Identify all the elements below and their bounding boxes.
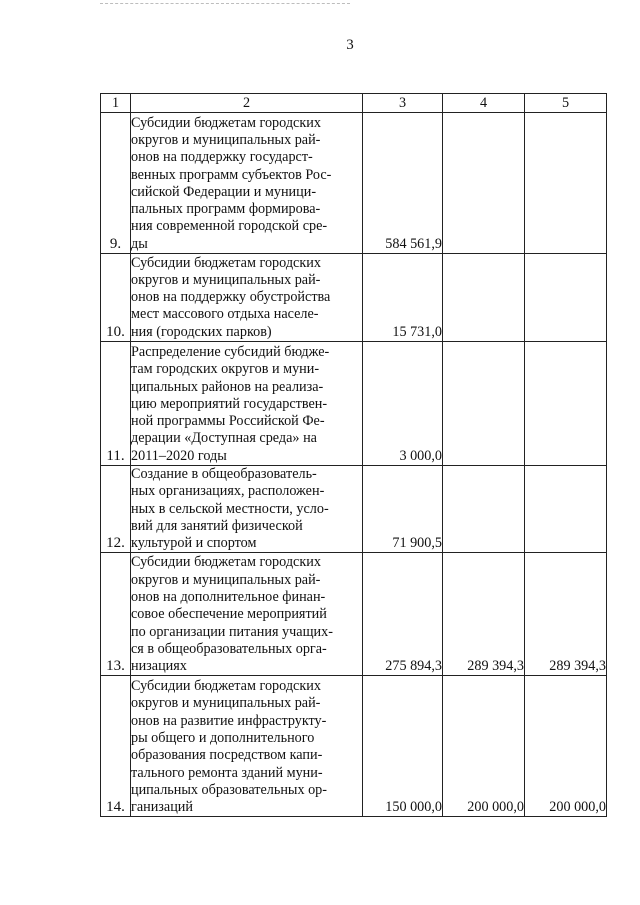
- row-value-col3: 584 561,9: [363, 113, 443, 254]
- row-description: Субсидии бюджетам городских округов и муниципальных рай- онов на дополнительное финан- совое обеспечение мероприятий по организации питания учащих- ся в общеобразовательных орга- низациях: [131, 553, 363, 676]
- row-number: 11.: [101, 342, 131, 466]
- row-description: Распределение субсидий бюдже- там городских округов и муни- ципальных районов на реализа- цию мероприятий государствен- ной программы Российской Фе- дерации «Доступная среда» на 2011–2020 годы: [131, 342, 363, 466]
- row-value-col4: [443, 113, 525, 254]
- header-col-2: 2: [131, 94, 363, 113]
- table-row: [101, 342, 607, 466]
- header-col-5: 5: [525, 94, 607, 113]
- table-row: [101, 553, 607, 676]
- row-number: 9.: [101, 113, 131, 254]
- row-value-col3: 71 900,5: [363, 466, 443, 553]
- row-value-col4: 200 000,0: [443, 676, 525, 817]
- row-value-col5: [525, 254, 607, 342]
- page-number: 3: [346, 37, 354, 53]
- table-row: [101, 254, 607, 342]
- header-col-1: 1: [101, 94, 131, 113]
- row-value-col5: [525, 113, 607, 254]
- row-value-col5: [525, 466, 607, 553]
- row-number: 13.: [101, 553, 131, 676]
- table-header-row: [101, 94, 607, 113]
- row-value-col5: [525, 342, 607, 466]
- row-value-col3: 275 894,3: [363, 553, 443, 676]
- top-scan-rule: [100, 3, 350, 4]
- row-number: 12.: [101, 466, 131, 553]
- row-value-col4: [443, 466, 525, 553]
- row-description: Субсидии бюджетам городских округов и муниципальных рай- онов на развитие инфраструкту- ры общего и дополнительного образования посредством капи- тального ремонта зданий муни- ципальных образовательных ор- ганизаций: [131, 676, 363, 817]
- row-value-col3: 15 731,0: [363, 254, 443, 342]
- subsidy-table: [100, 93, 607, 817]
- row-value-col4: [443, 342, 525, 466]
- row-description: Субсидии бюджетам городских округов и муниципальных рай- онов на поддержку обустройства мест массового отдыха населе- ния (городских парков): [131, 254, 363, 342]
- table-row: [101, 676, 607, 817]
- row-description: Субсидии бюджетам городских округов и муниципальных рай- онов на поддержку государст- венных программ субъектов Рос- сийской Федерации и муници- пальных программ формирова- ния современной городской сре- ды: [131, 113, 363, 254]
- table-row: [101, 466, 607, 553]
- row-number: 14.: [101, 676, 131, 817]
- row-value-col3: 150 000,0: [363, 676, 443, 817]
- table-row: [101, 113, 607, 254]
- row-description: Создание в общеобразователь- ных организациях, расположен- ных в сельской местности, усло- вий для занятий физической культурой и спортом: [131, 466, 363, 553]
- row-value-col4: 289 394,3: [443, 553, 525, 676]
- row-number: 10.: [101, 254, 131, 342]
- row-value-col5: 289 394,3: [525, 553, 607, 676]
- row-value-col3: 3 000,0: [363, 342, 443, 466]
- row-value-col5: 200 000,0: [525, 676, 607, 817]
- header-col-3: 3: [363, 94, 443, 113]
- row-value-col4: [443, 254, 525, 342]
- header-col-4: 4: [443, 94, 525, 113]
